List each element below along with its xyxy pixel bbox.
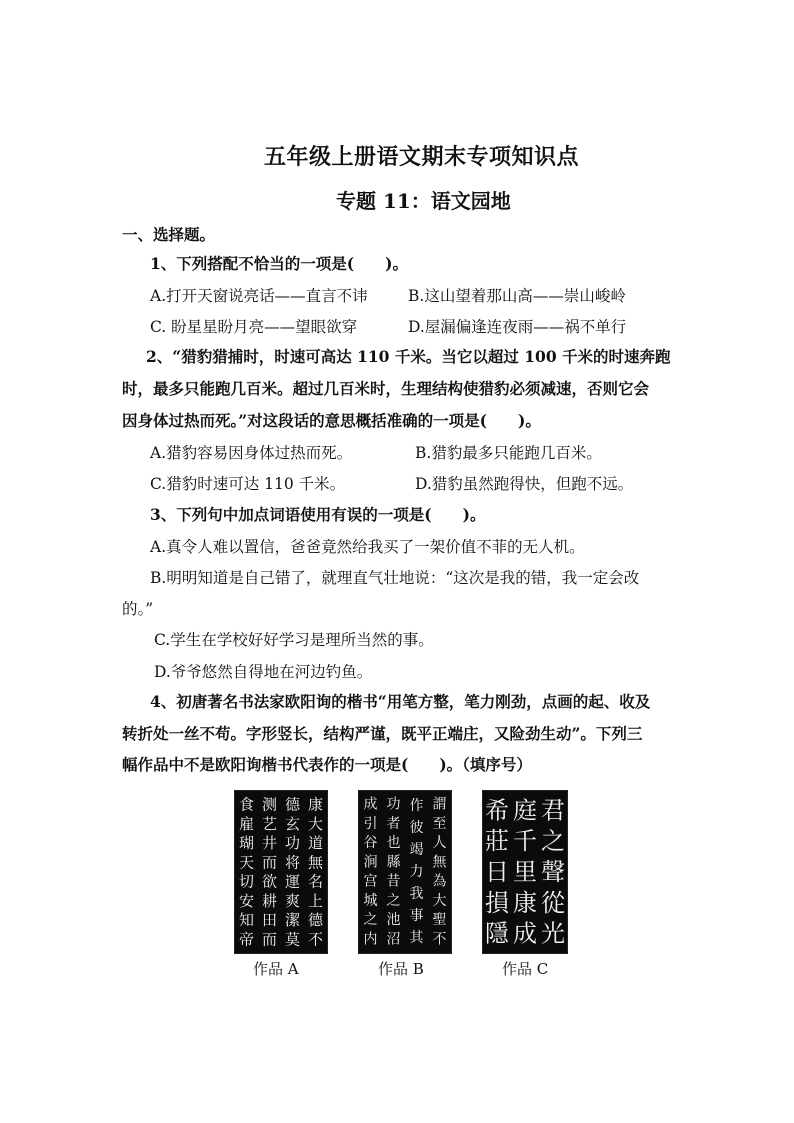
calligraphy-work-c-glyph: 希 [485, 796, 509, 825]
calligraphy-work-a-glyph: 運 [284, 872, 301, 891]
calligraphy-work-a-glyph: 功 [284, 834, 301, 853]
calligraphy-work-b-glyph: 大 [432, 892, 447, 909]
calligraphy-works [0, 790, 794, 980]
calligraphy-work-c-glyph: 君 [541, 796, 565, 825]
calligraphy-work-a-glyph: 瑚 [238, 834, 255, 853]
calligraphy-work-b-glyph: 之 [386, 892, 401, 909]
calligraphy-work-a-glyph: 無 [307, 853, 324, 872]
calligraphy-work-b-glyph: 我 [409, 886, 424, 902]
question-2-line-1: 2、“猎豹猎捕时，时速可高达 110 千米。当它以超过 100 千米的时速奔跑 [146, 347, 671, 366]
question-3-option-d: D.爷爷悠然自得地在河边钓鱼。 [154, 663, 373, 681]
calligraphy-work-b-glyph: 事 [409, 908, 424, 924]
calligraphy-work-c-glyph: 千 [513, 827, 537, 856]
calligraphy-work-b-glyph: 無 [432, 854, 447, 871]
calligraphy-work-a-glyph: 井 [261, 834, 278, 853]
calligraphy-work-c-glyph: 損 [485, 888, 509, 917]
calligraphy-work-b-image [359, 791, 451, 953]
calligraphy-work-c-image [483, 791, 567, 953]
caption-work-b: 作品 B [378, 960, 424, 978]
question-4-line-3: 幅作品中不是欧阳询楷书代表作的一项是( )。（填序号） [122, 755, 532, 774]
calligraphy-work-b-glyph: 人 [432, 835, 447, 852]
calligraphy-work-a-glyph: 德 [284, 795, 301, 814]
calligraphy-work-a-glyph: 而 [261, 930, 278, 949]
calligraphy-work-c-glyph: 康 [513, 888, 537, 917]
calligraphy-work-c-glyph: 從 [541, 888, 565, 917]
calligraphy-work-a-glyph: 测 [261, 795, 278, 814]
question-1-option-b: B.这山望着那山高——崇山峻岭 [408, 287, 626, 305]
calligraphy-work-a-glyph: 不 [307, 930, 324, 949]
calligraphy-work-c-glyph: 聲 [541, 858, 565, 886]
calligraphy-work-c-glyph: 庭 [513, 796, 537, 825]
calligraphy-work-c-glyph: 成 [513, 919, 537, 948]
calligraphy-work-a-glyph: 玄 [284, 814, 301, 833]
calligraphy-work-b-glyph: 之 [363, 912, 378, 929]
calligraphy-work-b-glyph: 彼 [409, 820, 424, 836]
caption-work-c: 作品 C [502, 960, 549, 978]
calligraphy-work-b-glyph: 成 [363, 796, 378, 813]
calligraphy-work-a-glyph: 安 [238, 891, 255, 910]
document-subtitle: 专题 11：语文园地 [336, 189, 511, 213]
question-3-stem: 3、下列句中加点词语使用有误的一项是( )。 [150, 505, 486, 524]
calligraphy-work-a-glyph: 切 [238, 872, 255, 891]
section-heading: 一、选择题。 [122, 225, 216, 244]
question-1-option-a: A.打开天窗说亮话——直言不讳 [150, 287, 368, 305]
calligraphy-work-a-glyph: 名 [307, 872, 324, 891]
calligraphy-work-a [234, 790, 328, 954]
calligraphy-work-b-glyph: 者 [386, 815, 401, 832]
calligraphy-work-a-glyph: 食 [238, 795, 255, 814]
calligraphy-work-a-glyph: 天 [238, 853, 255, 872]
question-2-line-2: 时，最多只能跑几百米。超过几百米时，生理结构使猎豹必须减速，否则它会 [122, 379, 650, 398]
calligraphy-work-b-glyph: 聖 [432, 912, 447, 929]
calligraphy-work-b-glyph: 昔 [386, 873, 401, 890]
question-3-option-c: C.学生在学校好好学习是理所当然的事。 [154, 631, 434, 649]
question-1-option-d: D.屋漏偏逢连夜雨——祸不单行 [408, 318, 627, 336]
calligraphy-work-a-glyph: 而 [261, 853, 278, 872]
calligraphy-work-a-glyph: 大 [307, 814, 324, 833]
calligraphy-work-a-glyph: 欲 [261, 872, 278, 891]
question-3-option-b-line-1: B.明明知道是自己错了，就理直气壮地说：“这次是我的错，我一定会改 [150, 569, 640, 587]
calligraphy-work-b-glyph: 縣 [386, 854, 401, 871]
calligraphy-work-b-glyph: 内 [363, 931, 378, 948]
question-2-option-b: B.猎豹最多只能跑几百米。 [415, 444, 602, 462]
calligraphy-work-a-glyph: 道 [307, 834, 324, 853]
calligraphy-work-a-glyph: 耕 [261, 891, 278, 910]
calligraphy-work-b-glyph: 池 [386, 912, 401, 929]
question-2-line-3: 因身体过热而死。”对这段话的意思概括准确的一项是( )。 [122, 411, 541, 430]
calligraphy-work-b-glyph: 功 [386, 796, 401, 813]
calligraphy-work-c-glyph: 之 [541, 827, 565, 856]
calligraphy-work-a-glyph: 爽 [284, 891, 301, 910]
question-4-line-2: 转折处一丝不苟。字形竖长，结构严谨，既平正端庄，又险劲生动”。下列三 [122, 724, 643, 743]
calligraphy-work-a-glyph: 潔 [284, 911, 301, 930]
question-4-line-1: 4、初唐著名书法家欧阳询的楷书“用笔方整，笔力刚劲，点画的起、收及 [150, 692, 651, 711]
calligraphy-work-a-glyph: 知 [238, 911, 255, 930]
calligraphy-work-b-glyph: 為 [432, 873, 447, 890]
calligraphy-work-a-image [235, 791, 327, 953]
calligraphy-work-a-glyph: 康 [307, 795, 324, 814]
calligraphy-work-b-glyph: 沼 [386, 931, 401, 948]
calligraphy-work-b-glyph: 涧 [363, 854, 378, 871]
calligraphy-work-a-glyph: 帝 [238, 930, 255, 949]
calligraphy-work-b-glyph: 不 [432, 931, 447, 948]
calligraphy-work-b-glyph: 謂 [432, 796, 447, 813]
calligraphy-work-c-glyph: 光 [541, 919, 565, 948]
calligraphy-work-a-glyph: 莫 [284, 930, 301, 949]
question-1-option-c: C. 盼星星盼月亮——望眼欲穿 [150, 318, 358, 336]
calligraphy-work-c-glyph: 莊 [485, 827, 509, 856]
calligraphy-work-b-glyph: 引 [363, 815, 378, 832]
calligraphy-work-a-glyph: 田 [261, 911, 278, 930]
caption-work-a: 作品 A [253, 960, 299, 978]
calligraphy-work-b-glyph: 宫 [363, 873, 378, 890]
question-2-option-a: A.猎豹容易因身体过热而死。 [150, 444, 353, 462]
document-title: 五年级上册语文期末专项知识点 [264, 144, 580, 170]
calligraphy-work-b-glyph: 也 [386, 835, 401, 852]
question-2-option-c: C.猎豹时速可达 110 千米。 [150, 475, 346, 493]
calligraphy-work-b-glyph: 至 [432, 815, 447, 832]
calligraphy-work-b-glyph: 作 [409, 798, 424, 814]
question-3-option-b-line-2: 的。” [122, 600, 154, 618]
question-3-option-a: A.真令人难以置信，爸爸竟然给我买了一架价值不菲的无人机。 [150, 538, 585, 556]
calligraphy-work-b-glyph: 谷 [363, 835, 378, 852]
question-1-stem: 1、下列搭配不恰当的一项是( )。 [150, 254, 408, 273]
calligraphy-work-a-glyph: 上 [307, 891, 324, 910]
calligraphy-work-a-glyph: 艺 [261, 814, 278, 833]
calligraphy-work-a-glyph: 德 [307, 911, 324, 930]
calligraphy-work-a-glyph: 雇 [238, 814, 255, 833]
calligraphy-work-b-glyph: 其 [409, 930, 424, 946]
calligraphy-work-b-glyph: 竭 [409, 842, 424, 858]
calligraphy-work-c [482, 790, 568, 954]
question-2-option-d: D.猎豹虽然跑得快，但跑不远。 [415, 475, 634, 493]
calligraphy-work-c-glyph: 日 [485, 858, 509, 886]
calligraphy-work-b [358, 790, 452, 954]
calligraphy-work-c-glyph: 隱 [485, 919, 509, 948]
calligraphy-work-c-glyph: 里 [513, 858, 537, 886]
calligraphy-work-a-glyph: 将 [284, 853, 301, 872]
calligraphy-work-b-glyph: 力 [409, 864, 424, 880]
calligraphy-work-b-glyph: 城 [363, 892, 378, 909]
